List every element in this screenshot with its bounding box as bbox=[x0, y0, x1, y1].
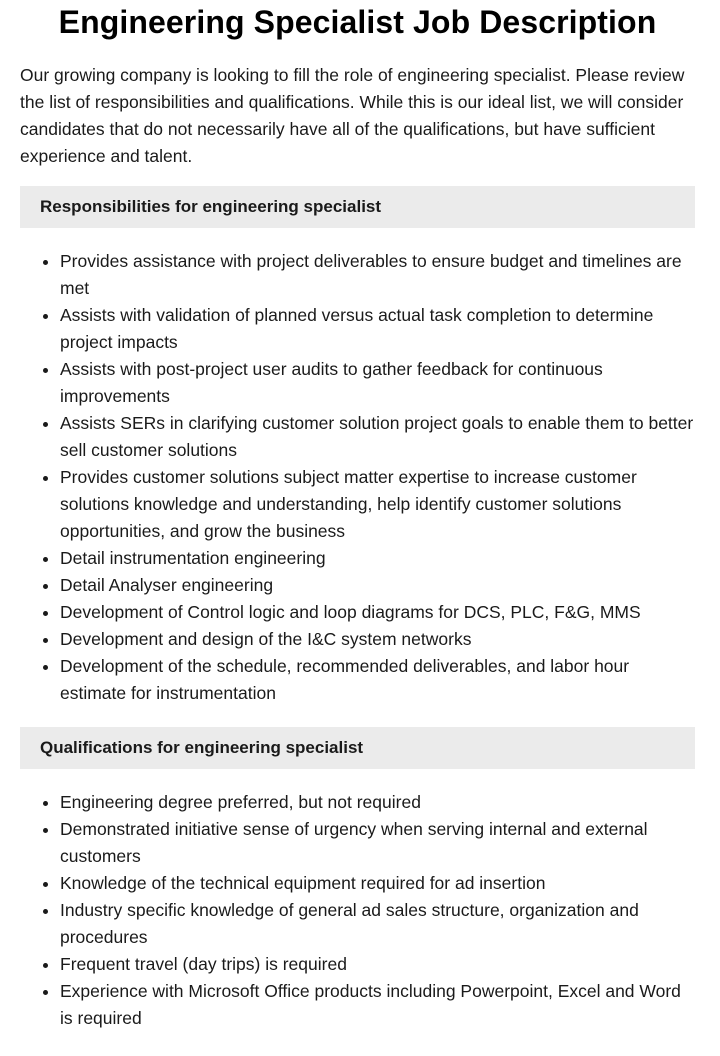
list-item: • Experience with Microsoft Office products including Powerpoint, Excel and Word is required bbox=[60, 978, 695, 1032]
intro-paragraph: Our growing company is looking to fill the role of engineering specialist. Please review the list of responsibilities and qualifications. While this is our ideal list, we will consider candidates that do not necessarily have all of the qualifications, but have sufficient experience and talent. bbox=[20, 65, 685, 166]
responsibilities-heading: Responsibilities for engineering specialist bbox=[20, 186, 695, 228]
list-item: • Assists with post-project user audits to gather feedback for continuous improvements bbox=[60, 356, 695, 410]
list-item: • Engineering degree preferred, but not required bbox=[60, 789, 695, 816]
responsibilities-list bbox=[20, 248, 695, 707]
list-item: • Industry specific knowledge of general ad sales structure, organization and procedures bbox=[60, 897, 695, 951]
qualifications-heading: Qualifications for engineering specialist bbox=[20, 727, 695, 769]
list-item: • Assists SERs in clarifying customer solution project goals to enable them to better sell customer solutions bbox=[60, 410, 695, 464]
list-item: • Provides customer solutions subject matter expertise to increase customer solutions knowledge and understanding, help identify customer solutions opportunities, and grow the business bbox=[60, 464, 695, 545]
list-item: • Provides assistance with project deliverables to ensure budget and timelines are met bbox=[60, 248, 695, 302]
list-item: • Knowledge of the technical equipment required for ad insertion bbox=[60, 870, 695, 897]
qualifications-list bbox=[20, 789, 695, 1032]
list-item: • Development and design of the I&C system networks bbox=[60, 626, 695, 653]
list-item: • Development of Control logic and loop diagrams for DCS, PLC, F&G, MMS bbox=[60, 599, 695, 626]
list-item: • Assists with validation of planned versus actual task completion to determine project impacts bbox=[60, 302, 695, 356]
list-item: • Detail instrumentation engineering bbox=[60, 545, 695, 572]
list-item: • Development of the schedule, recommended deliverables, and labor hour estimate for instrumentation bbox=[60, 653, 695, 707]
list-item: • Frequent travel (day trips) is required bbox=[60, 951, 695, 978]
list-item: • Demonstrated initiative sense of urgency when serving internal and external customers bbox=[60, 816, 695, 870]
page-title: Engineering Specialist Job Description bbox=[58, 4, 657, 40]
list-item: • Detail Analyser engineering bbox=[60, 572, 695, 599]
